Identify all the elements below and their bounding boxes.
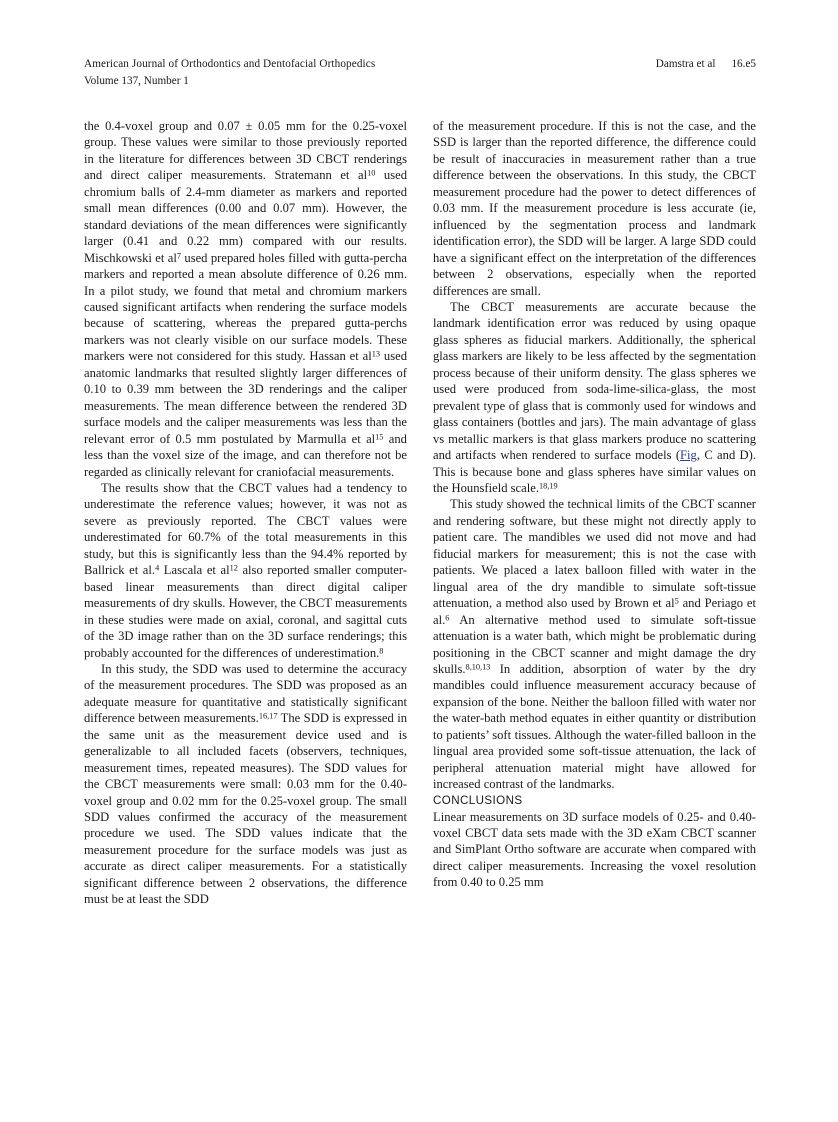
figure-crossreference-link[interactable]: Fig <box>680 448 697 463</box>
left-text-column <box>84 118 407 1058</box>
right-text-column <box>433 118 756 1058</box>
reference-superscript[interactable]: 16,17 <box>258 711 278 721</box>
reference-superscript[interactable]: 18,19 <box>538 481 558 491</box>
reference-superscript[interactable]: 15 <box>375 431 384 441</box>
section-heading-conclusions: CONCLUSIONS <box>433 793 523 807</box>
reference-superscript[interactable]: 8,10,13 <box>465 662 491 672</box>
reference-superscript[interactable]: 10 <box>367 168 376 178</box>
reference-superscript[interactable]: 6 <box>445 612 450 622</box>
para-ssd-continued: of the measurement procedure. If this is not the case, and the SSD is larger than the reported difference, the difference could be result of inaccuracies in measurement rather than a true difference between the observations. In this study, the CBCT measurement procedure had the power to detect differences of 0.03 mm. If the measurement procedure is less accurate (ie, influenced by the segmentation process and landmark identification error), the SDD will be larger. A large SDD could have a significant effect on the interpretation of the differences between 2 observations, especially when the reported differences are small. <box>433 119 756 298</box>
reference-superscript[interactable]: 12 <box>229 563 238 573</box>
reference-superscript[interactable]: 8 <box>379 645 384 655</box>
para-sdd-accuracy: In this study, the SDD was used to determine the accuracy of the measurement procedures. The SDD was proposed as an adequate measure for quantitative and statistically significant difference between measurements.$^{16,17}$ The SDD is expressed in the same unit as the measurement device used and is generalizable to all included facets (observers, techniques, measurement times, repeated measures). The SDD values for the CBCT measurements were small: 0.03 mm for the 0.40-voxel group and 0.02 mm for the 0.25-voxel group. The small SDD values confirmed the accuracy of the measurement procedure we used. The SDD values indicate that the measurement procedure for the surface models was just as accurate as direct caliper measurements. For a statistically significant difference between 2 observations, the difference must be at least the SDD <box>84 661 408 907</box>
page-number: 16.e5 <box>731 58 756 70</box>
para-conclusions: Linear measurements on 3D surface models of 0.25- and 0.40-voxel CBCT data sets made with the 3D eXam CBCT scanner and SimPlant Ortho software are accurate when compared with direct caliper measurements. Increasing the voxel resolution from 0.40 to 0.25 mm <box>433 809 756 890</box>
para-technical-limits: This study showed the technical limits of the CBCT scanner and rendering software, but these might not directly apply to patient care. The mandibles we used did not move and had fiducial markers for measurement; this is not the case with patients. We placed a latex balloon filled with water in the lingual area of the dry mandible to simulate soft-tissue attenuation, a method also used by Brown et $al^5$ and Periago et al.$^6$ An alternative method used to simulate soft-tissue attenuation is a water bath, which might be problematic during positioning in the CBCT scanner and might damage the dry skulls.$^{8,10,13}$ In addition, absorption of water by the dry mandibles could influence measurement accuracy because of expansion of the bone. Neither the balloon filled with water nor the water-bath method equates in either quantity or distribution to patients’ soft tissues. Although the water-filled balloon in the lingual area provided some soft-tissue attenuation, the lack of peripheral attenuation material might have allowed for increased contrast of the landmarks. <box>433 497 757 792</box>
author-citation: Damstra et al <box>655 58 716 70</box>
reference-superscript[interactable]: 4 <box>155 563 160 573</box>
running-head <box>84 57 756 91</box>
running-head-top-row <box>84 57 756 72</box>
para-discussion-continued: the 0.4-voxel group and 0.07 ± 0.05 mm for the 0.25-voxel group. These values were similar to those previously reported in the literature for differences between 3D CBCT renderings and direct caliper measurements. Stratemann et $al^{10}$ used chromium balls of 2.4-mm diameter as markers and reported small mean differences (0.00 and 0.07 mm). However, the standard deviations of the mean differences were significantly larger (0.41 and 0.22 mm) compared with our results. Mischkowski et $al^7$ used prepared holes filled with gutta-percha markers and reported a mean absolute difference of 0.26 mm. In a pilot study, we found that metal and chromium markers caused significant artifacts when rendering the surface models because of scattering, whereas the prepared gutta-perchs markers was not clearly visible on our surface models. These markers were not considered for this study. Hassan et $al^{13}$ used anatomic landmarks that resulted slightly larger differences of 0.10 to 0.39 mm between the 3D renderings and the caliper measurements. The mean difference between the rendered 3D surface models and the caliper measurements was less than the relevant error of 0.5 mm postulated by Marmulla et $al^{15}$ and less than the voxel size of the image, and can therefore not be regarded as clinically relevant for craniofacial measurements. <box>84 119 408 479</box>
running-head-right <box>656 57 756 72</box>
para-results-underestimate: The results show that the CBCT values had a tendency to underestimate the reference values; however, it was not as severe as previously reported. The CBCT values were underestimated for 60.7% of the total measurements in this study, but this is significantly less than the 94.4% reported by Ballrick et al.$^4$ Lascala et $al^{12}$ also reported smaller computer-based linear measurements than direct digital caliper measurements of dry skulls. However, the CBCT measurements in these studies were made on axial, coronal, and sagittal cuts of the 3D image rather than on the 3D surface renderings; this probably accounted for the differences of underestimation.$^8$ <box>84 480 408 660</box>
two-column-body <box>84 118 756 1058</box>
reference-superscript[interactable]: 13 <box>371 349 381 359</box>
volume-issue: Volume 137, Number 1 <box>84 74 189 87</box>
reference-superscript[interactable]: 7 <box>176 250 181 260</box>
reference-superscript[interactable]: 5 <box>674 596 679 606</box>
para-glass-markers: The CBCT measurements are accurate because the landmark identification error was reduced by using opaque glass spheres as fiducial markers. Additionally, the spherical glass markers are likely to be less affected by the segmentation process because of their uniform density. The glass spheres we used were produced from soda-lime-silica-glass, the most prevalent type of glass that is commonly used for windows and glass containers (bottles and jars). The main advantage of glass vs metallic markers is that glass markers produce no scattering and artifacts when rendered to surface models (Fig, C and D). This is because bone and glass spheres have similar values on the Hounsfield scale.$^{18,19}$ <box>433 299 756 495</box>
journal-title: American Journal of Orthodontics and Dentofacial Orthopedics <box>84 58 376 70</box>
